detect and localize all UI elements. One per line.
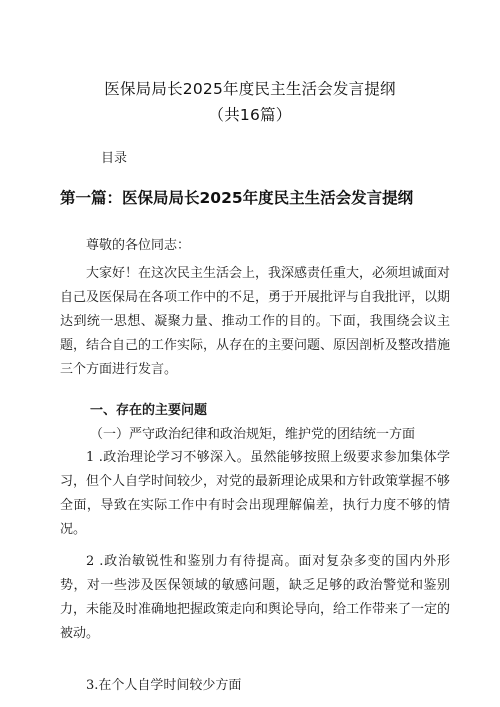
toc-label[interactable]: 目录	[101, 151, 128, 166]
salutation: 尊敬的各位同志：	[86, 238, 191, 253]
salutation-block	[60, 234, 450, 258]
chapter-heading: 第一篇：医保局局长2025年度民主生活会发言提纲	[60, 189, 414, 207]
item-1-block	[60, 446, 450, 542]
document-subtitle: （共16篇）	[208, 106, 292, 124]
item-3-paragraph: 3.在个人自学时间较少方面	[86, 678, 242, 693]
document-title: 医保局局长2025年度民主生活会发言提纲	[104, 80, 396, 98]
intro-paragraph: 大家好！在这次民主生活会上，我深感责任重大，必须坦诚面对自己及医保局在各项工作中的不足，勇于开展批评与自我批评，以期达到统一思想、凝聚力量、推动工作的目的。下面，我围绕会议主题，结合自己的工作实际，从存在的主要问题、原因剖析及整改措施三个方面进行发言。	[60, 266, 451, 377]
intro-block	[60, 262, 450, 382]
item-2-block	[60, 550, 450, 646]
item-3-block	[60, 674, 450, 698]
subsection-heading: （一）严守政治纪律和政治规矩，维护党的团结统一方面	[90, 427, 416, 442]
item-2-paragraph: 2 .政治敏锐性和鉴别力有待提高。面对复杂多变的国内外形势，对一些涉及医保领域的敏感问题，缺乏足够的政治警觉和鉴别力，未能及时准确地把握政策走向和舆论导向，给工作带来了一定的被动。	[60, 554, 451, 641]
item-1-paragraph: 1 .政治理论学习不够深入。虽然能够按照上级要求参加集体学习，但个人自学时间较少，对党的最新理论成果和方针政策掌握不够全面，导致在实际工作中有时会出现理解偏差，执行力度不够的情况。	[60, 450, 451, 537]
section-heading: 一、存在的主要问题	[90, 403, 208, 418]
